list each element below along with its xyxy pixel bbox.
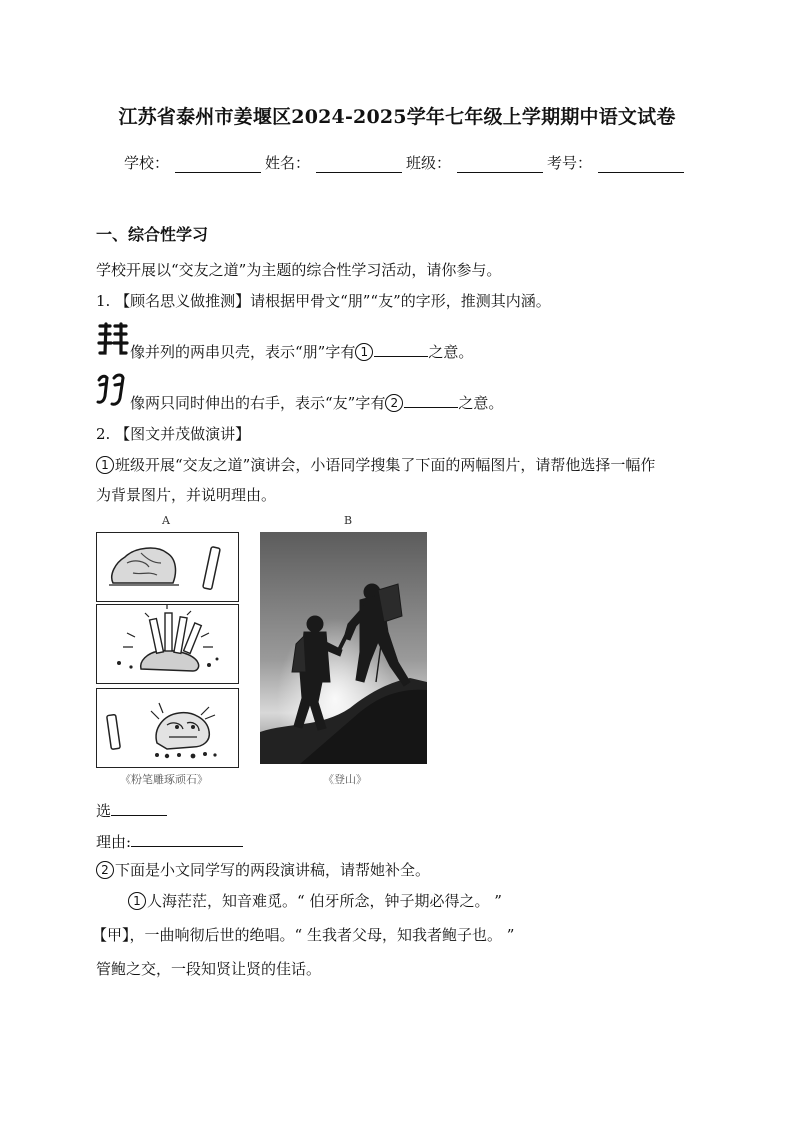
page-title: 江苏省泰州市姜堰区2024-2025学年七年级上学期期中语文试卷: [118, 106, 676, 128]
speech-para-1: [128, 891, 502, 911]
class-label: 班级：: [406, 154, 452, 172]
q1-line-b-text: 像两只同时伸出的右手，表示“友”字有: [130, 394, 386, 412]
oracle-you-glyph-icon: [95, 372, 131, 408]
image-b-caption: 《登山》: [323, 773, 367, 786]
q2-heading: 2. 【图文并茂做演讲】: [96, 425, 251, 443]
q1-line-a-text: 像并列的两串贝壳，表示“朋”字有: [130, 343, 356, 361]
image-a-caption: 《粉笔雕琢顽石》: [120, 773, 208, 786]
image-a-panel-3: [96, 688, 239, 768]
school-label: 学校：: [124, 154, 170, 172]
rock-and-chalk-icon: [97, 533, 238, 601]
answer-blank-2[interactable]: [404, 392, 458, 408]
q1-line-b-end: 之意。: [458, 394, 504, 412]
q1-line-a: [130, 341, 473, 362]
blank-number-1: 1: [355, 343, 373, 361]
name-label: 姓名：: [265, 154, 311, 172]
q1-heading: 1. 【顾名思义做推测】请根据甲骨文“朋”“友”的字形，推测其内涵。: [96, 292, 551, 310]
name-blank[interactable]: [316, 158, 402, 173]
speech-para-3: 管鲍之交，一段知贤让贤的佳话。: [96, 960, 322, 978]
select-line: [96, 800, 167, 821]
select-answer-blank[interactable]: [111, 800, 167, 816]
class-blank[interactable]: [457, 158, 543, 173]
student-info-line: [124, 152, 688, 173]
section-heading: 一、综合性学习: [96, 225, 209, 244]
dragon-carving-icon: [97, 689, 238, 767]
exam-number-label: 考号：: [547, 154, 593, 172]
q2-sub1-text1: 班级开展“交友之道”演讲会，小语同学搜集了下面的两幅图片，请帮他选择一幅作: [115, 456, 656, 474]
q1-line-a-end: 之意。: [428, 343, 474, 361]
speech-para-1-text: 人海茫茫，知音难觅。“ 伯牙所念，钟子期必得之。 ”: [147, 892, 502, 910]
intro-text: 学校开展以“交友之道”为主题的综合性学习活动，请你参与。: [96, 261, 502, 279]
blank-number-2: 2: [385, 394, 403, 412]
climbing-photo: [260, 532, 427, 764]
chalks-breaking-icon: [97, 605, 238, 683]
reason-label: 理由:: [96, 833, 132, 851]
q1-line-b: [130, 392, 503, 413]
q2-sub1-line2: 为背景图片，并说明理由。: [96, 486, 277, 504]
school-blank[interactable]: [175, 158, 261, 173]
reason-answer-blank[interactable]: [131, 831, 243, 847]
exam-number-blank[interactable]: [598, 158, 684, 173]
select-label: 选: [96, 802, 112, 820]
q2-sub2-text: 下面是小文同学写的两段演讲稿，请帮她补全。: [115, 861, 431, 879]
image-a-panel-1: [96, 532, 239, 602]
image-a-label: A: [162, 514, 170, 527]
answer-blank-1[interactable]: [374, 341, 428, 357]
sub-number-2: 2: [96, 861, 114, 879]
reason-line: [96, 831, 243, 852]
q2-sub1-line1: [96, 455, 655, 475]
sub-number-1: 1: [96, 456, 114, 474]
para-number-1: 1: [128, 892, 146, 910]
q2-sub2-line: [96, 860, 430, 880]
image-a-panel-2: [96, 604, 239, 684]
speech-para-2: 【甲】，一曲响彻后世的绝唱。“ 生我者父母，知我者鲍子也。 ”: [92, 926, 515, 944]
oracle-peng-glyph-icon: [97, 322, 129, 356]
image-b-label: B: [344, 514, 353, 527]
